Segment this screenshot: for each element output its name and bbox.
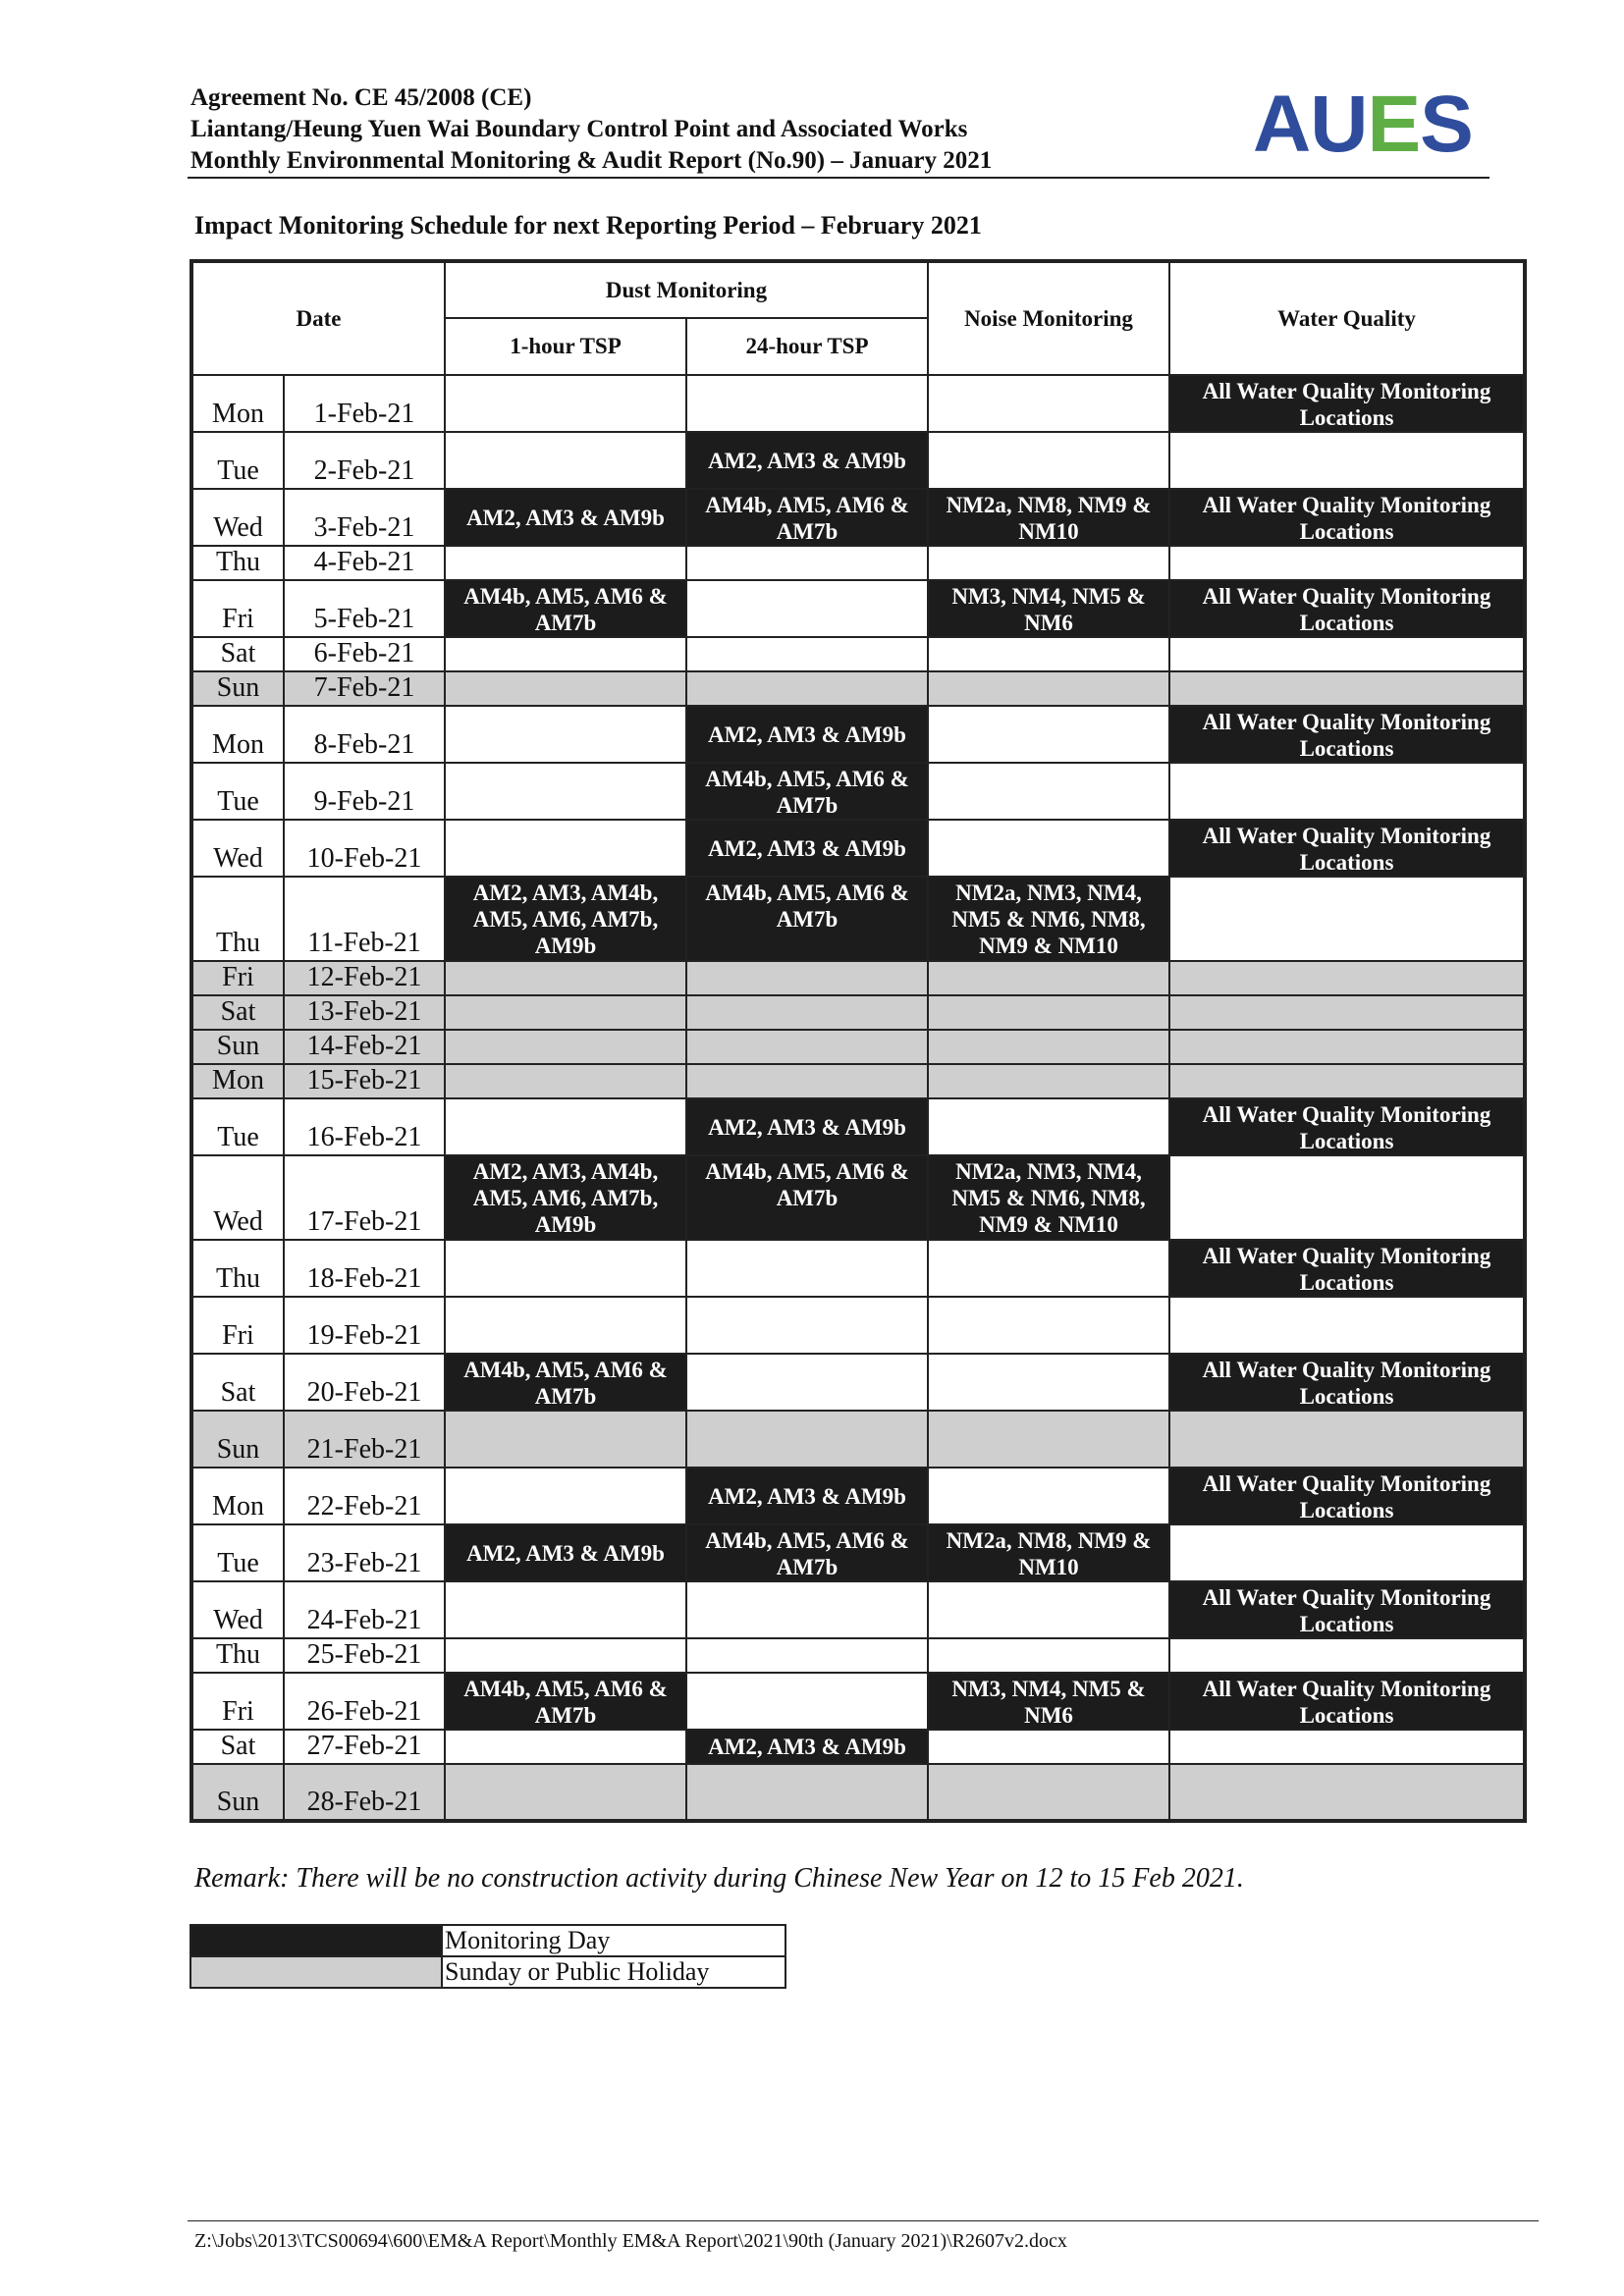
cell-24hour-tsp — [686, 375, 928, 432]
cell-noise: NM3, NM4, NM5 & NM6 — [928, 1673, 1169, 1730]
cell-water-quality: All Water Quality Monitoring Locations — [1169, 706, 1525, 763]
monitoring-day-swatch — [190, 1925, 442, 1956]
table-row — [191, 820, 1525, 877]
cell-water-quality: All Water Quality Monitoring Locations — [1169, 1673, 1525, 1730]
cell-noise: NM2a, NM8, NM9 & NM10 — [928, 1524, 1169, 1581]
cell-date: 1-Feb-21 — [284, 375, 445, 432]
cell-24hour-tsp: AM2, AM3 & AM9b — [686, 820, 928, 877]
cell-water-quality — [1169, 1764, 1525, 1821]
cell-day: Fri — [191, 580, 284, 637]
cell-noise — [928, 706, 1169, 763]
table-row — [191, 995, 1525, 1030]
cell-1hour-tsp: AM2, AM3, AM4b, AM5, AM6, AM7b, AM9b — [445, 1155, 686, 1240]
cell-24hour-tsp — [686, 1638, 928, 1673]
cell-water-quality — [1169, 1297, 1525, 1354]
cell-noise: NM3, NM4, NM5 & NM6 — [928, 580, 1169, 637]
cell-water-quality — [1169, 1030, 1525, 1064]
monitoring-schedule-table — [189, 259, 1527, 1823]
header-date: Date — [191, 261, 445, 375]
cell-1hour-tsp — [445, 1638, 686, 1673]
cell-date: 8-Feb-21 — [284, 706, 445, 763]
cell-date: 9-Feb-21 — [284, 763, 445, 820]
table-row — [191, 1638, 1525, 1673]
cell-water-quality: All Water Quality Monitoring Locations — [1169, 375, 1525, 432]
header-water-quality: Water Quality — [1169, 261, 1525, 375]
cell-water-quality — [1169, 961, 1525, 995]
cell-24hour-tsp — [686, 1673, 928, 1730]
cell-1hour-tsp — [445, 1468, 686, 1524]
cell-noise — [928, 961, 1169, 995]
cell-24hour-tsp: AM4b, AM5, AM6 & AM7b — [686, 489, 928, 546]
cell-24hour-tsp — [686, 995, 928, 1030]
cell-noise: NM2a, NM8, NM9 & NM10 — [928, 489, 1169, 546]
cell-1hour-tsp — [445, 1297, 686, 1354]
table-row — [191, 1064, 1525, 1098]
cell-water-quality: All Water Quality Monitoring Locations — [1169, 1468, 1525, 1524]
cell-1hour-tsp — [445, 995, 686, 1030]
cell-noise — [928, 995, 1169, 1030]
legend-monitoring-day — [190, 1925, 785, 1956]
header-1hour-tsp: 1-hour TSP — [445, 318, 686, 375]
report-title: Monthly Environmental Monitoring & Audit Report (No.90) – January 2021 — [190, 147, 993, 174]
cell-24hour-tsp: AM4b, AM5, AM6 & AM7b — [686, 877, 928, 961]
project-name: Liantang/Heung Yuen Wai Boundary Control Point and Associated Works — [190, 116, 968, 142]
cell-1hour-tsp: AM2, AM3 & AM9b — [445, 1524, 686, 1581]
cell-date: 19-Feb-21 — [284, 1297, 445, 1354]
cell-water-quality — [1169, 1064, 1525, 1098]
cell-water-quality — [1169, 1524, 1525, 1581]
cell-noise — [928, 637, 1169, 671]
cell-day: Mon — [191, 375, 284, 432]
cell-water-quality — [1169, 671, 1525, 706]
table-row — [191, 1730, 1525, 1764]
cell-noise — [928, 1354, 1169, 1411]
cell-noise — [928, 1030, 1169, 1064]
cell-noise — [928, 1064, 1169, 1098]
table-row — [191, 489, 1525, 546]
cell-1hour-tsp — [445, 763, 686, 820]
table-row — [191, 1581, 1525, 1638]
header-noise-monitoring: Noise Monitoring — [928, 261, 1169, 375]
table-row — [191, 1354, 1525, 1411]
cell-day: Thu — [191, 1638, 284, 1673]
cell-water-quality — [1169, 637, 1525, 671]
cell-date: 11-Feb-21 — [284, 877, 445, 961]
cell-water-quality: All Water Quality Monitoring Locations — [1169, 1240, 1525, 1297]
table-row — [191, 546, 1525, 580]
cell-day: Tue — [191, 1524, 284, 1581]
cell-day: Sat — [191, 637, 284, 671]
cell-24hour-tsp — [686, 671, 928, 706]
report-header — [190, 82, 992, 177]
table-row — [191, 637, 1525, 671]
cell-24hour-tsp: AM2, AM3 & AM9b — [686, 1468, 928, 1524]
header-divider — [188, 177, 1489, 179]
cell-day: Sun — [191, 1030, 284, 1064]
file-path-footer: Z:\Jobs\2013\TCS00694\600\EM&A Report\Monthly EM&A Report\2021\90th (January 2021)\R2607v2.docx — [194, 2230, 1067, 2252]
cell-1hour-tsp — [445, 1064, 686, 1098]
cell-24hour-tsp: AM4b, AM5, AM6 & AM7b — [686, 1524, 928, 1581]
cell-24hour-tsp — [686, 1297, 928, 1354]
cell-date: 20-Feb-21 — [284, 1354, 445, 1411]
cell-day: Fri — [191, 961, 284, 995]
cell-water-quality — [1169, 763, 1525, 820]
cell-1hour-tsp — [445, 546, 686, 580]
cell-day: Sat — [191, 1354, 284, 1411]
cell-water-quality — [1169, 995, 1525, 1030]
cell-1hour-tsp — [445, 706, 686, 763]
cell-date: 22-Feb-21 — [284, 1468, 445, 1524]
cell-24hour-tsp: AM2, AM3 & AM9b — [686, 432, 928, 489]
cell-noise — [928, 1764, 1169, 1821]
table-row — [191, 1155, 1525, 1240]
cell-24hour-tsp — [686, 1411, 928, 1468]
table-row — [191, 375, 1525, 432]
cell-1hour-tsp — [445, 1240, 686, 1297]
cell-date: 13-Feb-21 — [284, 995, 445, 1030]
cell-24hour-tsp: AM2, AM3 & AM9b — [686, 1730, 928, 1764]
cell-day: Wed — [191, 1581, 284, 1638]
cell-24hour-tsp — [686, 546, 928, 580]
cell-1hour-tsp — [445, 375, 686, 432]
cell-water-quality: All Water Quality Monitoring Locations — [1169, 580, 1525, 637]
cell-water-quality — [1169, 546, 1525, 580]
cell-1hour-tsp — [445, 1098, 686, 1155]
cell-24hour-tsp — [686, 580, 928, 637]
cell-date: 16-Feb-21 — [284, 1098, 445, 1155]
agreement-number: Agreement No. CE 45/2008 (CE) — [190, 84, 532, 111]
table-row — [191, 1764, 1525, 1821]
cell-1hour-tsp: AM4b, AM5, AM6 & AM7b — [445, 580, 686, 637]
table-row — [191, 671, 1525, 706]
cell-noise — [928, 763, 1169, 820]
cell-1hour-tsp — [445, 671, 686, 706]
table-row — [191, 580, 1525, 637]
cell-water-quality: All Water Quality Monitoring Locations — [1169, 489, 1525, 546]
cell-date: 2-Feb-21 — [284, 432, 445, 489]
cell-24hour-tsp — [686, 1581, 928, 1638]
cell-date: 4-Feb-21 — [284, 546, 445, 580]
cell-date: 26-Feb-21 — [284, 1673, 445, 1730]
cell-date: 7-Feb-21 — [284, 671, 445, 706]
cell-day: Mon — [191, 1064, 284, 1098]
cell-water-quality: All Water Quality Monitoring Locations — [1169, 820, 1525, 877]
cell-24hour-tsp — [686, 1030, 928, 1064]
schedule-title: Impact Monitoring Schedule for next Reporting Period – February 2021 — [194, 211, 982, 240]
cell-water-quality — [1169, 1155, 1525, 1240]
cell-water-quality — [1169, 1411, 1525, 1468]
cell-24hour-tsp — [686, 1764, 928, 1821]
cell-day: Mon — [191, 1468, 284, 1524]
cell-date: 5-Feb-21 — [284, 580, 445, 637]
remark: Remark: There will be no construction activity during Chinese New Year on 12 to 15 Feb 2021. — [194, 1863, 1244, 1894]
cell-noise — [928, 1297, 1169, 1354]
cell-24hour-tsp: AM4b, AM5, AM6 & AM7b — [686, 1155, 928, 1240]
table-row — [191, 1468, 1525, 1524]
cell-noise — [928, 1098, 1169, 1155]
cell-day: Tue — [191, 1098, 284, 1155]
cell-1hour-tsp — [445, 961, 686, 995]
cell-noise — [928, 546, 1169, 580]
table-row — [191, 1524, 1525, 1581]
cell-24hour-tsp: AM4b, AM5, AM6 & AM7b — [686, 763, 928, 820]
table-row — [191, 706, 1525, 763]
cell-date: 6-Feb-21 — [284, 637, 445, 671]
legend — [189, 1924, 786, 1989]
cell-date: 23-Feb-21 — [284, 1524, 445, 1581]
cell-noise — [928, 1581, 1169, 1638]
cell-24hour-tsp — [686, 961, 928, 995]
cell-24hour-tsp — [686, 1064, 928, 1098]
footer-divider — [188, 2220, 1539, 2221]
cell-date: 3-Feb-21 — [284, 489, 445, 546]
cell-day: Thu — [191, 546, 284, 580]
cell-water-quality: All Water Quality Monitoring Locations — [1169, 1354, 1525, 1411]
cell-1hour-tsp — [445, 1764, 686, 1821]
cell-date: 18-Feb-21 — [284, 1240, 445, 1297]
cell-noise — [928, 820, 1169, 877]
table-row — [191, 1030, 1525, 1064]
cell-date: 24-Feb-21 — [284, 1581, 445, 1638]
table-row — [191, 877, 1525, 961]
cell-24hour-tsp: AM2, AM3 & AM9b — [686, 706, 928, 763]
cell-1hour-tsp — [445, 820, 686, 877]
cell-1hour-tsp — [445, 1030, 686, 1064]
cell-date: 15-Feb-21 — [284, 1064, 445, 1098]
cell-day: Sun — [191, 1411, 284, 1468]
cell-noise — [928, 375, 1169, 432]
cell-date: 17-Feb-21 — [284, 1155, 445, 1240]
cell-24hour-tsp: AM2, AM3 & AM9b — [686, 1098, 928, 1155]
cell-day: Wed — [191, 489, 284, 546]
cell-24hour-tsp — [686, 1354, 928, 1411]
cell-1hour-tsp — [445, 1730, 686, 1764]
cell-day: Tue — [191, 763, 284, 820]
table-row — [191, 763, 1525, 820]
cell-noise — [928, 671, 1169, 706]
header-dust-monitoring: Dust Monitoring — [445, 261, 928, 318]
table-row — [191, 1098, 1525, 1155]
cell-1hour-tsp: AM4b, AM5, AM6 & AM7b — [445, 1354, 686, 1411]
cell-noise — [928, 1411, 1169, 1468]
cell-date: 25-Feb-21 — [284, 1638, 445, 1673]
cell-date: 28-Feb-21 — [284, 1764, 445, 1821]
aues-logo: AUES — [1253, 80, 1473, 169]
header-24hour-tsp: 24-hour TSP — [686, 318, 928, 375]
table-row — [191, 961, 1525, 995]
cell-day: Thu — [191, 1240, 284, 1297]
cell-noise — [928, 1240, 1169, 1297]
cell-date: 21-Feb-21 — [284, 1411, 445, 1468]
cell-1hour-tsp — [445, 1411, 686, 1468]
holiday-label: Sunday or Public Holiday — [442, 1956, 785, 1988]
cell-water-quality: All Water Quality Monitoring Locations — [1169, 1581, 1525, 1638]
table-row — [191, 432, 1525, 489]
cell-1hour-tsp: AM2, AM3 & AM9b — [445, 489, 686, 546]
table-row — [191, 1411, 1525, 1468]
cell-noise — [928, 1730, 1169, 1764]
cell-date: 12-Feb-21 — [284, 961, 445, 995]
monitoring-day-label: Monitoring Day — [442, 1925, 785, 1956]
table-row — [191, 1240, 1525, 1297]
legend-holiday — [190, 1956, 785, 1988]
cell-noise — [928, 432, 1169, 489]
holiday-swatch — [190, 1956, 442, 1988]
cell-noise — [928, 1468, 1169, 1524]
cell-water-quality: All Water Quality Monitoring Locations — [1169, 1098, 1525, 1155]
cell-day: Sat — [191, 1730, 284, 1764]
table-row — [191, 1673, 1525, 1730]
table-row — [191, 1297, 1525, 1354]
cell-noise — [928, 1638, 1169, 1673]
cell-date: 10-Feb-21 — [284, 820, 445, 877]
cell-24hour-tsp — [686, 1240, 928, 1297]
cell-water-quality — [1169, 1638, 1525, 1673]
cell-24hour-tsp — [686, 637, 928, 671]
cell-water-quality — [1169, 1730, 1525, 1764]
cell-water-quality — [1169, 432, 1525, 489]
cell-date: 27-Feb-21 — [284, 1730, 445, 1764]
cell-noise: NM2a, NM3, NM4, NM5 & NM6, NM8, NM9 & NM10 — [928, 877, 1169, 961]
cell-day: Mon — [191, 706, 284, 763]
cell-water-quality — [1169, 877, 1525, 961]
cell-day: Fri — [191, 1673, 284, 1730]
cell-1hour-tsp: AM2, AM3, AM4b, AM5, AM6, AM7b, AM9b — [445, 877, 686, 961]
cell-day: Wed — [191, 1155, 284, 1240]
cell-day: Sun — [191, 1764, 284, 1821]
cell-day: Sat — [191, 995, 284, 1030]
cell-1hour-tsp: AM4b, AM5, AM6 & AM7b — [445, 1673, 686, 1730]
cell-date: 14-Feb-21 — [284, 1030, 445, 1064]
cell-1hour-tsp — [445, 637, 686, 671]
cell-day: Wed — [191, 820, 284, 877]
cell-noise: NM2a, NM3, NM4, NM5 & NM6, NM8, NM9 & NM10 — [928, 1155, 1169, 1240]
cell-day: Tue — [191, 432, 284, 489]
cell-day: Thu — [191, 877, 284, 961]
cell-1hour-tsp — [445, 432, 686, 489]
cell-day: Fri — [191, 1297, 284, 1354]
cell-1hour-tsp — [445, 1581, 686, 1638]
cell-day: Sun — [191, 671, 284, 706]
